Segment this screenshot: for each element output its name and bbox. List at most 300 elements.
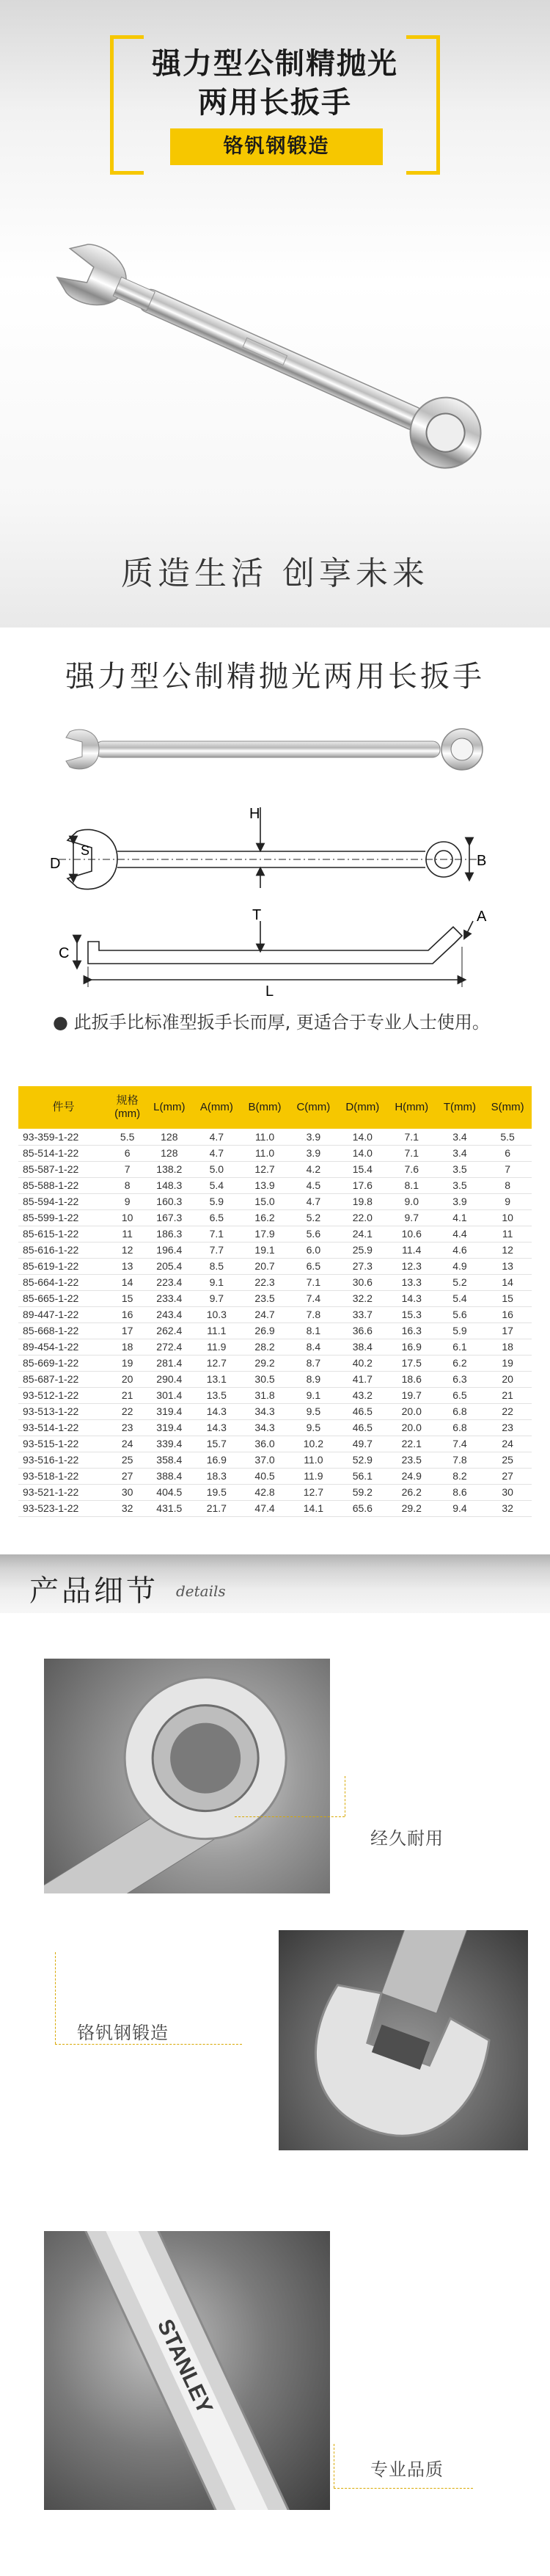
spec-table-cell: 8.6 (436, 1484, 483, 1500)
spec-table-cell: 59.2 (338, 1484, 387, 1500)
spec-table-cell: 196.4 (146, 1242, 192, 1258)
spec-table-cell: 13.9 (241, 1177, 289, 1193)
spec-table-cell: 339.4 (146, 1436, 192, 1452)
spec-table-cell: 5.2 (436, 1274, 483, 1290)
spec-table-cell: 6.8 (436, 1403, 483, 1419)
spec-table-cell: 16 (109, 1306, 146, 1322)
spec-table-cell: 29.2 (241, 1355, 289, 1371)
spec-table-cell: 17.5 (387, 1355, 436, 1371)
spec-table-cell: 9.7 (192, 1290, 241, 1306)
detail-photo-open-end (279, 1930, 528, 2150)
detail-caption-material: 铬钒钢锻造 (77, 2023, 169, 2043)
caption-leader-3 (334, 2488, 473, 2489)
spec-table-cell: 3.9 (436, 1193, 483, 1209)
spec-table-cell: 17 (109, 1322, 146, 1339)
spec-table-cell: 23.5 (241, 1290, 289, 1306)
spec-table-header-cell: S(mm) (483, 1086, 532, 1129)
spec-table-header-cell: 件号 (18, 1086, 109, 1129)
spec-table-row (18, 1355, 532, 1371)
spec-table-cell: 85-619-1-22 (18, 1258, 109, 1274)
engraving-text: STANLEY (152, 2315, 218, 2418)
spec-table-cell: 7.4 (289, 1290, 338, 1306)
spec-table-header-cell: C(mm) (289, 1086, 338, 1129)
spec-table-cell: 32 (109, 1500, 146, 1516)
spec-table-cell: 6 (109, 1145, 146, 1161)
spec-table-cell: 46.5 (338, 1403, 387, 1419)
spec-table-cell: 17.9 (241, 1226, 289, 1242)
spec-table-header-cell: A(mm) (192, 1086, 241, 1129)
spec-table-cell: 93-513-1-22 (18, 1403, 109, 1419)
spec-table-cell: 8.1 (289, 1322, 338, 1339)
spec-table-cell: 56.1 (338, 1468, 387, 1484)
spec-table-cell: 26.2 (387, 1484, 436, 1500)
spec-table-cell: 8.2 (436, 1468, 483, 1484)
spec-table-cell: 24.9 (387, 1468, 436, 1484)
spec-table-cell: 4.7 (192, 1145, 241, 1161)
spec-table-cell: 85-616-1-22 (18, 1242, 109, 1258)
spec-table-header (18, 1086, 532, 1129)
spec-table-header-cell: H(mm) (387, 1086, 436, 1129)
spec-table-cell: 25 (483, 1452, 532, 1468)
spec-table-cell: 8 (483, 1177, 532, 1193)
spec-table-cell: 85-665-1-22 (18, 1290, 109, 1306)
spec-table-cell: 43.2 (338, 1387, 387, 1403)
spec-table-header-cell: B(mm) (241, 1086, 289, 1129)
spec-table-cell: 19.1 (241, 1242, 289, 1258)
spec-table-cell: 8.4 (289, 1339, 338, 1355)
spec-table-cell: 12.3 (387, 1258, 436, 1274)
hero-title-line1: 强力型公制精抛光 (152, 47, 398, 81)
spec-table-cell: 11 (483, 1226, 532, 1242)
spec-table-header-cell: D(mm) (338, 1086, 387, 1129)
spec-table-cell: 290.4 (146, 1371, 192, 1387)
spec-note: ● 此扳手比标准型扳手长而厚, 更适合于专业人士使用。 (53, 1012, 490, 1033)
spec-table-cell: 9 (109, 1193, 146, 1209)
spec-table-cell: 6.2 (436, 1355, 483, 1371)
spec-table-cell: 20.0 (387, 1419, 436, 1436)
spec-table-cell: 6.5 (192, 1209, 241, 1226)
spec-table-row (18, 1145, 532, 1161)
spec-table-cell: 13 (109, 1258, 146, 1274)
spec-table-cell: 11.9 (192, 1339, 241, 1355)
spec-table-cell: 5.0 (192, 1161, 241, 1177)
spec-table-cell: 93-516-1-22 (18, 1452, 109, 1468)
spec-table-cell: 93-518-1-22 (18, 1468, 109, 1484)
spec-table-cell: 15.7 (192, 1436, 241, 1452)
dim-label-d: D (50, 856, 61, 872)
spec-table-cell: 26.9 (241, 1322, 289, 1339)
spec-table-cell: 37.0 (241, 1452, 289, 1468)
spec-table-cell: 17.6 (338, 1177, 387, 1193)
spec-section-title: 强力型公制精抛光两用长扳手 (65, 660, 485, 694)
spec-table-cell: 22.3 (241, 1274, 289, 1290)
spec-table-cell: 65.6 (338, 1500, 387, 1516)
spec-table-cell: 11.9 (289, 1468, 338, 1484)
spec-table-cell: 12.7 (192, 1355, 241, 1371)
spec-table-row (18, 1322, 532, 1339)
spec-table-cell: 27 (109, 1468, 146, 1484)
spec-table-cell: 85-687-1-22 (18, 1371, 109, 1387)
spec-table-cell: 11.4 (387, 1242, 436, 1258)
spec-table-cell: 32 (483, 1500, 532, 1516)
spec-table-cell: 7.7 (192, 1242, 241, 1258)
spec-table-cell: 5.9 (192, 1193, 241, 1209)
dim-label-l: L (265, 983, 274, 1000)
spec-table-cell: 18 (109, 1339, 146, 1355)
spec-table-header-cell: L(mm) (146, 1086, 192, 1129)
spec-table-cell: 85-664-1-22 (18, 1274, 109, 1290)
spec-table-cell: 5.5 (109, 1129, 146, 1145)
spec-table-row (18, 1226, 532, 1242)
spec-table-cell: 47.4 (241, 1500, 289, 1516)
spec-table-cell: 4.9 (436, 1258, 483, 1274)
spec-table-cell: 5.4 (436, 1290, 483, 1306)
spec-table-row (18, 1500, 532, 1516)
dim-label-a: A (477, 909, 487, 925)
spec-table-cell: 160.3 (146, 1193, 192, 1209)
spec-table-cell: 89-447-1-22 (18, 1306, 109, 1322)
spec-table-cell: 13 (483, 1258, 532, 1274)
spec-table-cell: 5.6 (289, 1226, 338, 1242)
spec-table-cell: 12 (109, 1242, 146, 1258)
spec-table-cell: 8.7 (289, 1355, 338, 1371)
spec-table-cell: 319.4 (146, 1419, 192, 1436)
spec-table-cell: 10.6 (387, 1226, 436, 1242)
spec-table-cell: 3.5 (436, 1161, 483, 1177)
spec-table-cell: 13.1 (192, 1371, 241, 1387)
spec-table-cell: 10 (109, 1209, 146, 1226)
spec-table-cell: 16.9 (192, 1452, 241, 1468)
spec-table-cell: 24.7 (241, 1306, 289, 1322)
caption-leader-2 (55, 2044, 242, 2045)
spec-table-cell: 24.1 (338, 1226, 387, 1242)
spec-table-cell: 4.5 (289, 1177, 338, 1193)
caption-leader-2-v (55, 1952, 56, 2044)
spec-table-cell: 12 (483, 1242, 532, 1258)
details-header (0, 1554, 550, 1613)
spec-table-cell: 15.3 (387, 1306, 436, 1322)
spec-table-cell: 7 (483, 1161, 532, 1177)
spec-table-cell: 19 (483, 1355, 532, 1371)
spec-table-cell: 167.3 (146, 1209, 192, 1226)
spec-table-cell: 10.2 (289, 1436, 338, 1452)
spec-table-cell: 22.0 (338, 1209, 387, 1226)
dim-label-b: B (477, 853, 487, 869)
detail-caption-quality: 专业品质 (370, 2459, 444, 2480)
hero-title-line2: 两用长扳手 (198, 86, 352, 120)
spec-table-cell: 9 (483, 1193, 532, 1209)
spec-table-cell: 33.7 (338, 1306, 387, 1322)
spec-table-cell: 11.0 (241, 1145, 289, 1161)
spec-table-cell: 18.6 (387, 1371, 436, 1387)
spec-table-cell: 14.1 (289, 1500, 338, 1516)
spec-table-cell: 52.9 (338, 1452, 387, 1468)
spec-table-cell: 9.1 (192, 1274, 241, 1290)
spec-table-cell: 8.9 (289, 1371, 338, 1387)
spec-table-cell: 36.0 (241, 1436, 289, 1452)
wrench-photo (66, 729, 483, 770)
spec-table-cell: 3.4 (436, 1145, 483, 1161)
spec-table-cell: 93-359-1-22 (18, 1129, 109, 1145)
spec-table-cell: 85-594-1-22 (18, 1193, 109, 1209)
spec-table-cell: 9.5 (289, 1419, 338, 1436)
spec-table-cell: 6.0 (289, 1242, 338, 1258)
spec-table (18, 1086, 532, 1517)
spec-table-cell: 6.1 (436, 1339, 483, 1355)
spec-table-cell: 15 (483, 1290, 532, 1306)
spec-table-cell: 18 (483, 1339, 532, 1355)
spec-table-cell: 29.2 (387, 1500, 436, 1516)
spec-table-cell: 148.3 (146, 1177, 192, 1193)
spec-table-cell: 10 (483, 1209, 532, 1226)
spec-table-cell: 5.4 (192, 1177, 241, 1193)
spec-table-cell: 85-588-1-22 (18, 1177, 109, 1193)
spec-table-row (18, 1209, 532, 1226)
spec-table-header-cell: T(mm) (436, 1086, 483, 1129)
spec-table-cell: 272.4 (146, 1339, 192, 1355)
spec-table-cell: 93-514-1-22 (18, 1419, 109, 1436)
spec-table-cell: 7.4 (436, 1436, 483, 1452)
spec-table-cell: 4.7 (192, 1129, 241, 1145)
spec-table-cell: 15.0 (241, 1193, 289, 1209)
spec-table-cell: 223.4 (146, 1274, 192, 1290)
spec-table-cell: 243.4 (146, 1306, 192, 1322)
spec-table-cell: 6.5 (436, 1387, 483, 1403)
detail-photo-handle (44, 2231, 330, 2510)
wrench-side-view (77, 921, 473, 987)
spec-table-cell: 20 (483, 1371, 532, 1387)
spec-table-row (18, 1339, 532, 1355)
spec-table-row (18, 1193, 532, 1209)
spec-table-cell: 27 (483, 1468, 532, 1484)
spec-table-cell: 186.3 (146, 1226, 192, 1242)
spec-table-cell: 30 (109, 1484, 146, 1500)
spec-table-cell: 30.6 (338, 1274, 387, 1290)
spec-table-cell: 262.4 (146, 1322, 192, 1339)
spec-table-cell: 21 (483, 1387, 532, 1403)
spec-table-cell: 11.1 (192, 1322, 241, 1339)
spec-table-cell: 14.0 (338, 1145, 387, 1161)
spec-table-cell: 41.7 (338, 1371, 387, 1387)
spec-table-cell: 40.5 (241, 1468, 289, 1484)
spec-table-cell: 9.4 (436, 1500, 483, 1516)
spec-table-cell: 404.5 (146, 1484, 192, 1500)
spec-table-cell: 3.4 (436, 1129, 483, 1145)
spec-table-cell: 281.4 (146, 1355, 192, 1371)
hero-wrench-image (0, 183, 550, 528)
spec-table-cell: 138.2 (146, 1161, 192, 1177)
spec-table-cell: 16.3 (387, 1322, 436, 1339)
spec-table-cell: 4.1 (436, 1209, 483, 1226)
spec-table-cell: 36.6 (338, 1322, 387, 1339)
spec-table-cell: 19 (109, 1355, 146, 1371)
spec-table-cell: 13.3 (387, 1274, 436, 1290)
spec-table-cell: 3.9 (289, 1145, 338, 1161)
spec-table-row (18, 1129, 532, 1145)
spec-table-body (18, 1129, 532, 1516)
spec-table-cell: 4.4 (436, 1226, 483, 1242)
spec-table-cell: 15.4 (338, 1161, 387, 1177)
spec-table-cell: 23.5 (387, 1452, 436, 1468)
spec-table-row (18, 1371, 532, 1387)
spec-table-cell: 13.5 (192, 1387, 241, 1403)
dim-label-h: H (249, 806, 260, 822)
caption-leader-1 (235, 1816, 345, 1817)
spec-table-cell: 7.1 (387, 1129, 436, 1145)
spec-table-cell: 128 (146, 1145, 192, 1161)
spec-table-cell: 16.2 (241, 1209, 289, 1226)
spec-table-cell: 8 (109, 1177, 146, 1193)
spec-table-cell: 7.6 (387, 1161, 436, 1177)
details-subtitle: details (176, 1582, 226, 1600)
spec-table-cell: 5.5 (483, 1129, 532, 1145)
dim-label-c: C (59, 945, 70, 961)
spec-table-cell: 8.1 (387, 1177, 436, 1193)
spec-table-cell: 85-668-1-22 (18, 1322, 109, 1339)
spec-table-cell: 42.8 (241, 1484, 289, 1500)
spec-table-cell: 16 (483, 1306, 532, 1322)
spec-table-cell: 5.2 (289, 1209, 338, 1226)
spec-table-cell: 7.1 (289, 1274, 338, 1290)
spec-table-cell: 5.6 (436, 1306, 483, 1322)
spec-table-cell: 40.2 (338, 1355, 387, 1371)
spec-table-cell: 14.0 (338, 1129, 387, 1145)
spec-table-cell: 301.4 (146, 1387, 192, 1403)
spec-table-cell: 128 (146, 1129, 192, 1145)
spec-table-cell: 9.0 (387, 1193, 436, 1209)
wrench-dimension-diagram (0, 701, 550, 1002)
spec-table-cell: 21 (109, 1387, 146, 1403)
spec-table-cell: 9.7 (387, 1209, 436, 1226)
spec-table-cell: 7.8 (289, 1306, 338, 1322)
spec-table-cell: 93-523-1-22 (18, 1500, 109, 1516)
spec-table-cell: 30 (483, 1484, 532, 1500)
spec-table-cell: 15 (109, 1290, 146, 1306)
spec-table-cell: 34.3 (241, 1419, 289, 1436)
spec-table-cell: 85-599-1-22 (18, 1209, 109, 1226)
detail-caption-durable: 经久耐用 (370, 1828, 444, 1849)
spec-table-cell: 32.2 (338, 1290, 387, 1306)
spec-table-row (18, 1436, 532, 1452)
spec-table-row (18, 1306, 532, 1322)
spec-table-cell: 388.4 (146, 1468, 192, 1484)
spec-table-row (18, 1161, 532, 1177)
spec-table-cell: 24 (109, 1436, 146, 1452)
spec-table-cell: 14 (483, 1274, 532, 1290)
spec-table-cell: 6.5 (289, 1258, 338, 1274)
spec-table-cell: 205.4 (146, 1258, 192, 1274)
spec-table-row (18, 1242, 532, 1258)
spec-table-cell: 14.3 (192, 1419, 241, 1436)
dim-label-t: T (252, 907, 262, 923)
spec-table-row (18, 1403, 532, 1419)
spec-table-cell: 17 (483, 1322, 532, 1339)
spec-table-cell: 19.8 (338, 1193, 387, 1209)
spec-table-cell: 38.4 (338, 1339, 387, 1355)
spec-table-cell: 22 (109, 1403, 146, 1419)
spec-table-cell: 34.3 (241, 1403, 289, 1419)
spec-table-cell: 319.4 (146, 1403, 192, 1419)
spec-table-cell: 358.4 (146, 1452, 192, 1468)
spec-table-row (18, 1387, 532, 1403)
spec-table-cell: 22.1 (387, 1436, 436, 1452)
spec-table-cell: 27.3 (338, 1258, 387, 1274)
spec-table-cell: 18.3 (192, 1468, 241, 1484)
spec-table-cell: 7.1 (192, 1226, 241, 1242)
spec-table-cell: 5.9 (436, 1322, 483, 1339)
spec-table-cell: 25 (109, 1452, 146, 1468)
spec-table-cell: 49.7 (338, 1436, 387, 1452)
spec-table-cell: 9.5 (289, 1403, 338, 1419)
spec-table-header-cell: 规格 (mm) (109, 1086, 146, 1129)
spec-table-cell: 21.7 (192, 1500, 241, 1516)
spec-table-cell: 93-512-1-22 (18, 1387, 109, 1403)
spec-table-cell: 9.1 (289, 1387, 338, 1403)
spec-table-row (18, 1258, 532, 1274)
spec-table-cell: 89-454-1-22 (18, 1339, 109, 1355)
spec-table-cell: 10.3 (192, 1306, 241, 1322)
hero-slogan: 质造生活 创享未来 (121, 555, 429, 592)
spec-table-cell: 7 (109, 1161, 146, 1177)
spec-table-cell: 31.8 (241, 1387, 289, 1403)
spec-table-cell: 11.0 (241, 1129, 289, 1145)
spec-table-cell: 28.2 (241, 1339, 289, 1355)
spec-table-cell: 85-669-1-22 (18, 1355, 109, 1371)
hero-material-badge: 铬钒钢锻造 (170, 128, 383, 165)
spec-table-cell: 24 (483, 1436, 532, 1452)
spec-table-cell: 19.5 (192, 1484, 241, 1500)
spec-table-cell: 3.5 (436, 1177, 483, 1193)
spec-table-cell: 25.9 (338, 1242, 387, 1258)
spec-table-row (18, 1419, 532, 1436)
spec-table-cell: 85-514-1-22 (18, 1145, 109, 1161)
spec-table-cell: 19.7 (387, 1387, 436, 1403)
spec-table-cell: 93-515-1-22 (18, 1436, 109, 1452)
spec-table-cell: 8.5 (192, 1258, 241, 1274)
spec-table-cell: 20 (109, 1371, 146, 1387)
spec-table-row (18, 1452, 532, 1468)
spec-table-cell: 93-521-1-22 (18, 1484, 109, 1500)
spec-table-row (18, 1484, 532, 1500)
hero-banner (0, 0, 550, 627)
spec-table-cell: 23 (483, 1419, 532, 1436)
spec-table-cell: 23 (109, 1419, 146, 1436)
spec-table-cell: 22 (483, 1403, 532, 1419)
spec-table-cell: 233.4 (146, 1290, 192, 1306)
spec-table-cell: 20.7 (241, 1258, 289, 1274)
spec-table-cell: 6 (483, 1145, 532, 1161)
spec-table-cell: 7.1 (387, 1145, 436, 1161)
spec-table-cell: 14.3 (192, 1403, 241, 1419)
spec-table-cell: 12.7 (241, 1161, 289, 1177)
spec-table-cell: 14 (109, 1274, 146, 1290)
spec-table-cell: 6.3 (436, 1371, 483, 1387)
spec-table-cell: 11.0 (289, 1452, 338, 1468)
spec-table-cell: 7.8 (436, 1452, 483, 1468)
detail-photo-ring-end (44, 1659, 330, 1893)
spec-table-cell: 431.5 (146, 1500, 192, 1516)
spec-table-cell: 14.3 (387, 1290, 436, 1306)
spec-table-cell: 4.7 (289, 1193, 338, 1209)
spec-table-cell: 6.8 (436, 1419, 483, 1436)
spec-table-cell: 16.9 (387, 1339, 436, 1355)
spec-table-cell: 30.5 (241, 1371, 289, 1387)
spec-table-cell: 46.5 (338, 1419, 387, 1436)
spec-table-cell: 12.7 (289, 1484, 338, 1500)
spec-table-cell: 85-587-1-22 (18, 1161, 109, 1177)
spec-table-cell: 11 (109, 1226, 146, 1242)
spec-table-cell: 4.6 (436, 1242, 483, 1258)
